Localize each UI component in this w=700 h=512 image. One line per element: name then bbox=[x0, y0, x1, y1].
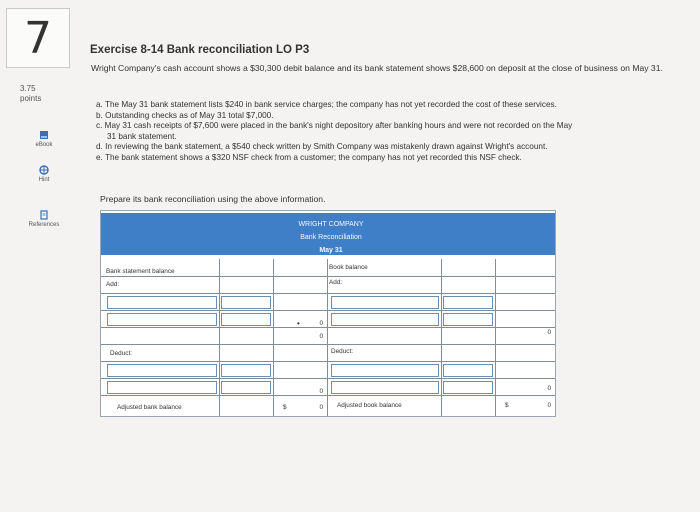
book-deduct-amount-2-input[interactable] bbox=[443, 381, 493, 394]
adjusted-bank-label: Adjusted bank balance bbox=[117, 404, 182, 411]
grid-h6 bbox=[101, 361, 555, 362]
points-value: 3.75 bbox=[20, 84, 36, 93]
bank-add-item-1-input[interactable] bbox=[107, 296, 217, 309]
points-label: points bbox=[20, 94, 42, 103]
book-add-item-2-input[interactable] bbox=[331, 313, 439, 326]
book-add-total: 0 bbox=[547, 329, 551, 336]
ebook-label: eBook bbox=[35, 142, 53, 148]
exercise-intro: Wright Company's cash account shows a $30,300 debit balance and its bank statement shows $28,600 on deposit at the close of business on May 31. bbox=[91, 63, 663, 73]
question-points bbox=[20, 84, 41, 104]
book-deduct-label: Deduct: bbox=[331, 348, 354, 355]
adjusted-bank-currency: $ bbox=[283, 404, 287, 411]
bank-add-label: Add: bbox=[106, 281, 120, 288]
bank-add-dot: • bbox=[297, 319, 300, 328]
exercise-items bbox=[96, 100, 691, 164]
book-deduct-item-2-input[interactable] bbox=[331, 381, 439, 394]
book-icon bbox=[39, 130, 49, 140]
hint-label: Hint bbox=[38, 177, 50, 183]
grid-h2 bbox=[101, 293, 555, 294]
item-c-cont: 31 bank statement. bbox=[107, 131, 177, 141]
grid-v4 bbox=[441, 259, 442, 416]
bank-add-amount-1-input[interactable] bbox=[221, 296, 271, 309]
bank-deduct-item-2-input[interactable] bbox=[107, 381, 217, 394]
reconciliation-heading: Bank Reconciliation bbox=[300, 234, 362, 241]
bank-add-item-2-input[interactable] bbox=[107, 313, 217, 326]
grid-v3 bbox=[327, 259, 328, 416]
item-c: c. May 31 cash receipts of $7,600 were placed in the bank's night depository after banking hours and were not recorded on the May bbox=[96, 121, 573, 131]
references-label: References bbox=[28, 222, 60, 228]
bank-deduct-total: 0 bbox=[319, 388, 323, 395]
reconciliation-date: May 31 bbox=[319, 247, 343, 254]
book-add-amount-2-input[interactable] bbox=[443, 313, 493, 326]
bank-add-amount-2-input[interactable] bbox=[221, 313, 271, 326]
item-e: e. The bank statement shows a $320 NSF check from a customer; the company has not yet recorded this NSF check. bbox=[96, 152, 522, 162]
adjusted-book-currency: $ bbox=[505, 402, 509, 409]
exercise-title: Exercise 8-14 Bank reconciliation LO P3 bbox=[90, 44, 310, 56]
book-balance-label: Book balance bbox=[329, 264, 368, 271]
grid-h5 bbox=[101, 344, 555, 345]
book-deduct-item-1-input[interactable] bbox=[331, 364, 439, 377]
question-number: 7 bbox=[6, 8, 70, 68]
bank-after-add: 0 bbox=[319, 333, 323, 340]
grid-h7 bbox=[101, 378, 555, 379]
bank-deduct-item-1-input[interactable] bbox=[107, 364, 217, 377]
item-b: b. Outstanding checks as of May 31 total $7,000. bbox=[96, 110, 274, 120]
bank-balance-label: Bank statement balance bbox=[106, 268, 175, 275]
ebook-button[interactable] bbox=[14, 130, 74, 148]
bank-deduct-label: Deduct: bbox=[110, 350, 133, 357]
adjusted-bank-balance: 0 bbox=[319, 404, 323, 411]
grid-h4 bbox=[101, 327, 555, 328]
hint-button[interactable] bbox=[14, 165, 74, 183]
book-add-item-1-input[interactable] bbox=[331, 296, 439, 309]
bank-deduct-amount-2-input[interactable] bbox=[221, 381, 271, 394]
reconciliation-header bbox=[101, 211, 555, 259]
book-deduct-amount-1-input[interactable] bbox=[443, 364, 493, 377]
grid-h1 bbox=[101, 276, 555, 277]
grid-v1 bbox=[219, 259, 220, 416]
prepare-instruction: Prepare its bank reconciliation using the above information. bbox=[100, 194, 326, 204]
bank-reconciliation-table bbox=[100, 210, 556, 417]
references-icon bbox=[39, 210, 49, 220]
bank-add-total: 0 bbox=[319, 320, 323, 327]
company-name: WRIGHT COMPANY bbox=[298, 221, 364, 228]
book-add-amount-1-input[interactable] bbox=[443, 296, 493, 309]
references-button[interactable] bbox=[14, 210, 74, 228]
book-deduct-total: 0 bbox=[547, 385, 551, 392]
item-a: a. The May 31 bank statement lists $240 in bank service charges; the company has not yet recorded the cost of these services. bbox=[96, 100, 557, 109]
grid-h3 bbox=[101, 310, 555, 311]
adjusted-book-label: Adjusted book balance bbox=[337, 402, 402, 409]
book-add-label: Add: bbox=[329, 279, 343, 286]
adjusted-book-balance: 0 bbox=[547, 402, 551, 409]
grid-h8 bbox=[101, 395, 555, 396]
grid-v2 bbox=[273, 259, 274, 416]
hint-icon bbox=[39, 165, 49, 175]
item-d: d. In reviewing the bank statement, a $540 check written by Smith Company was mistakenly drawn against Wright's account. bbox=[96, 142, 548, 152]
grid-v5 bbox=[495, 259, 496, 416]
bank-deduct-amount-1-input[interactable] bbox=[221, 364, 271, 377]
